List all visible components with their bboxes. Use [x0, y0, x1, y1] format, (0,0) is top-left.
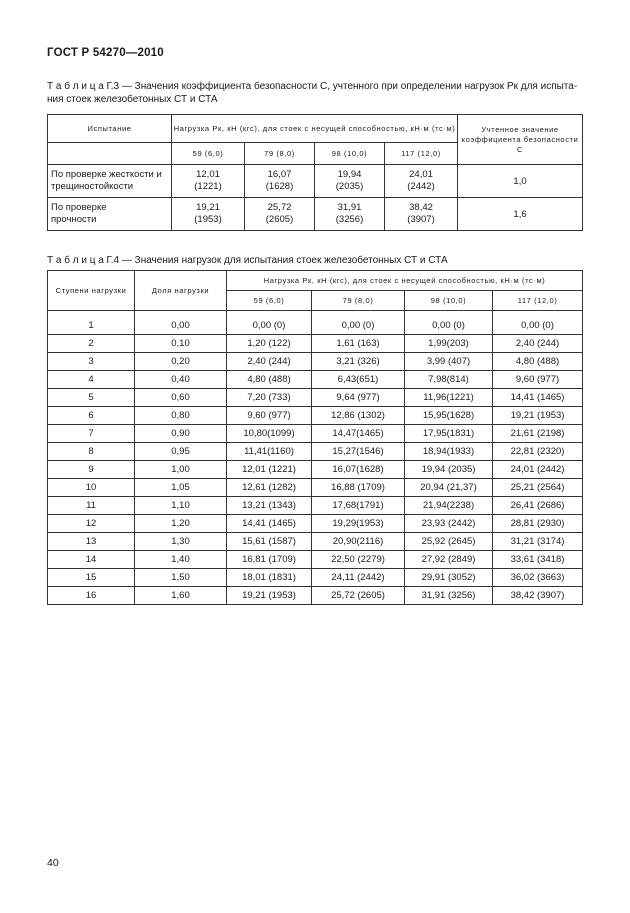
- table-row: [48, 515, 583, 533]
- load-cap-59: 12,61 (1282): [227, 479, 312, 497]
- load-kgs: (2035): [335, 181, 364, 192]
- table-row: [48, 389, 583, 407]
- load-value: [385, 165, 458, 198]
- load-kn: 31,91: [337, 202, 362, 213]
- load-cap-79: 0,00 (0): [312, 311, 405, 335]
- load-kgs: (3907): [407, 214, 435, 225]
- load-share: 1,05: [135, 479, 227, 497]
- table3-header-test: Испытание: [48, 115, 172, 143]
- table-g4: [47, 270, 583, 605]
- load-kn: 16,07: [267, 169, 292, 180]
- load-kgs: (1221): [194, 181, 222, 192]
- load-share: 1,40: [135, 551, 227, 569]
- table-row: [48, 587, 583, 605]
- load-share: 1,60: [135, 587, 227, 605]
- load-kgs: (2605): [265, 214, 294, 225]
- load-step: 4: [48, 371, 135, 389]
- load-cap-98: 11,96(1221): [405, 389, 493, 407]
- load-share: 0,10: [135, 335, 227, 353]
- load-cap-59: 4,80 (488): [227, 371, 312, 389]
- load-cap-117: 38,42 (3907): [493, 587, 583, 605]
- load-share: 1,30: [135, 533, 227, 551]
- table4-capacity-3: 98 (10,0): [405, 291, 493, 311]
- table4-header-load: Нагрузка Pк, кН (кгс), для стоек с несущей способностью, кН·м (тс·м): [227, 271, 583, 291]
- safety-coef: 1,0: [458, 165, 583, 198]
- load-kgs: (3256): [335, 214, 364, 225]
- load-cap-79: 17,68(1791): [312, 497, 405, 515]
- row-label: [48, 198, 172, 231]
- load-cap-98: 21,94(2238): [405, 497, 493, 515]
- load-kn: 25,72: [267, 202, 292, 213]
- load-cap-117: 31,21 (3174): [493, 533, 583, 551]
- table3-header-empty: [48, 143, 172, 165]
- load-step: 15: [48, 569, 135, 587]
- load-cap-98: 0,00 (0): [405, 311, 493, 335]
- table-row: [48, 497, 583, 515]
- load-kn: 24,01: [409, 169, 433, 180]
- table-row: [48, 198, 583, 231]
- load-cap-98: 23,93 (2442): [405, 515, 493, 533]
- load-step: 9: [48, 461, 135, 479]
- row-label: [48, 165, 172, 198]
- table-row: [48, 443, 583, 461]
- load-step: 10: [48, 479, 135, 497]
- load-share: 0,90: [135, 425, 227, 443]
- load-cap-117: 14,41 (1465): [493, 389, 583, 407]
- load-cap-79: 14,47(1465): [312, 425, 405, 443]
- row-label-line: прочности: [51, 214, 97, 225]
- table4-capacity-1: 59 (6,0): [227, 291, 312, 311]
- table-row: [48, 335, 583, 353]
- table3-capacity-3: 98 (10,0): [315, 143, 385, 165]
- load-cap-79: 16,88 (1709): [312, 479, 405, 497]
- load-cap-59: 9,60 (977): [227, 407, 312, 425]
- table3-capacity-1: 59 (6,0): [172, 143, 245, 165]
- table-row: [48, 551, 583, 569]
- load-step: 16: [48, 587, 135, 605]
- table3-caption: [47, 80, 587, 106]
- load-cap-79: 15,27(1546): [312, 443, 405, 461]
- table3-capacity-2: 79 (8,0): [245, 143, 315, 165]
- table-row: [48, 165, 583, 198]
- table-row: [48, 407, 583, 425]
- load-cap-59: 18,01 (1831): [227, 569, 312, 587]
- load-cap-98: 3,99 (407): [405, 353, 493, 371]
- table3-caption-label: Т а б л и ц а Г.3: [47, 81, 120, 92]
- load-cap-79: 6,43(651): [312, 371, 405, 389]
- table4-header-step: Ступени нагрузки: [48, 271, 135, 311]
- safety-coef: 1,6: [458, 198, 583, 231]
- load-value: [245, 198, 315, 231]
- table-row: [48, 425, 583, 443]
- load-cap-59: 1,20 (122): [227, 335, 312, 353]
- load-kn: 12,01: [196, 169, 220, 180]
- load-cap-98: 1,99(203): [405, 335, 493, 353]
- load-cap-117: 24,01 (2442): [493, 461, 583, 479]
- load-step: 6: [48, 407, 135, 425]
- load-share: 1,00: [135, 461, 227, 479]
- load-share: 0,20: [135, 353, 227, 371]
- load-share: 1,10: [135, 497, 227, 515]
- row-label-line: трещиностойкости: [51, 181, 134, 192]
- load-step: 14: [48, 551, 135, 569]
- load-value: [245, 165, 315, 198]
- table4-capacity-2: 79 (8,0): [312, 291, 405, 311]
- table4-header-share: Доля нагрузки: [135, 271, 227, 311]
- load-kn: 38,42: [409, 202, 433, 213]
- table4-caption-text: — Значения нагрузок для испытания стоек железобетонных СТ и СТА: [119, 255, 448, 266]
- load-cap-117: 21,61 (2198): [493, 425, 583, 443]
- load-cap-98: 25,92 (2645): [405, 533, 493, 551]
- load-cap-59: 11,41(1160): [227, 443, 312, 461]
- table-row: [48, 479, 583, 497]
- load-cap-79: 1,61 (163): [312, 335, 405, 353]
- load-value: [172, 165, 245, 198]
- load-share: 0,95: [135, 443, 227, 461]
- load-share: 0,60: [135, 389, 227, 407]
- load-step: 12: [48, 515, 135, 533]
- load-cap-79: 9,64 (977): [312, 389, 405, 407]
- load-cap-79: 3,21 (326): [312, 353, 405, 371]
- load-cap-98: 19,94 (2035): [405, 461, 493, 479]
- page-number: 40: [47, 857, 59, 869]
- load-cap-117: 9,60 (977): [493, 371, 583, 389]
- load-cap-59: 2,40 (244): [227, 353, 312, 371]
- load-cap-59: 7,20 (733): [227, 389, 312, 407]
- load-cap-117: 22,81 (2320): [493, 443, 583, 461]
- load-cap-117: 0,00 (0): [493, 311, 583, 335]
- load-kgs: (2442): [407, 181, 435, 192]
- load-cap-59: 19,21 (1953): [227, 587, 312, 605]
- load-cap-59: 12,01 (1221): [227, 461, 312, 479]
- row-label-line: По проверке: [51, 202, 107, 213]
- load-cap-98: 31,91 (3256): [405, 587, 493, 605]
- load-cap-79: 24,11 (2442): [312, 569, 405, 587]
- table3-caption-text: — Значения коэффициента безопасности С, учтенного при определении нагрузок Pк для испыта-ния стоек железобетонных СТ и СТА: [47, 81, 578, 105]
- load-step: 2: [48, 335, 135, 353]
- load-share: 0,00: [135, 311, 227, 335]
- load-cap-59: 16,81 (1709): [227, 551, 312, 569]
- table3-header-coef: Учтенное значение коэффициента безопасности С: [458, 115, 583, 165]
- table-row: [48, 371, 583, 389]
- table-row: [48, 311, 583, 335]
- load-value: [172, 198, 245, 231]
- load-cap-98: 15,95(1628): [405, 407, 493, 425]
- load-cap-117: 33,61 (3418): [493, 551, 583, 569]
- load-cap-117: 19,21 (1953): [493, 407, 583, 425]
- load-step: 1: [48, 311, 135, 335]
- load-cap-79: 25,72 (2605): [312, 587, 405, 605]
- table4-caption-label: Т а б л и ц а Г.4: [47, 255, 120, 266]
- load-cap-117: 2,40 (244): [493, 335, 583, 353]
- load-cap-117: 4,80 (488): [493, 353, 583, 371]
- load-cap-98: 17,95(1831): [405, 425, 493, 443]
- load-step: 8: [48, 443, 135, 461]
- load-step: 11: [48, 497, 135, 515]
- load-cap-59: 14,41 (1465): [227, 515, 312, 533]
- load-value: [315, 198, 385, 231]
- table3-header-load: Нагрузка Pк, кН (кгс), для стоек с несущей способностью, кН·м (тс·м): [172, 115, 458, 143]
- load-cap-59: 10,80(1099): [227, 425, 312, 443]
- load-share: 1,20: [135, 515, 227, 533]
- load-share: 1,50: [135, 569, 227, 587]
- load-cap-79: 19,29(1953): [312, 515, 405, 533]
- load-cap-59: 13,21 (1343): [227, 497, 312, 515]
- load-cap-98: 18,94(1933): [405, 443, 493, 461]
- load-kgs: (1953): [194, 214, 222, 225]
- table4-body: [48, 311, 583, 605]
- table4-caption: [47, 254, 587, 267]
- load-step: 3: [48, 353, 135, 371]
- table-g3: [47, 114, 583, 231]
- load-cap-117: 25,21 (2564): [493, 479, 583, 497]
- load-cap-117: 26,41 (2686): [493, 497, 583, 515]
- table4-capacity-4: 117 (12,0): [493, 291, 583, 311]
- table-row: [48, 533, 583, 551]
- load-cap-117: 36,02 (3663): [493, 569, 583, 587]
- load-cap-98: 20,94 (21,37): [405, 479, 493, 497]
- load-step: 5: [48, 389, 135, 407]
- table-row: [48, 461, 583, 479]
- load-value: [385, 198, 458, 231]
- document-code: ГОСТ Р 54270—2010: [47, 47, 164, 59]
- load-cap-79: 16,07(1628): [312, 461, 405, 479]
- load-cap-98: 7,98(814): [405, 371, 493, 389]
- load-step: 7: [48, 425, 135, 443]
- load-cap-79: 20,90(2116): [312, 533, 405, 551]
- load-step: 13: [48, 533, 135, 551]
- load-cap-117: 28,81 (2930): [493, 515, 583, 533]
- load-cap-98: 29,91 (3052): [405, 569, 493, 587]
- table3-capacity-4: 117 (12,0): [385, 143, 458, 165]
- load-cap-98: 27,92 (2849): [405, 551, 493, 569]
- table-row: [48, 569, 583, 587]
- load-cap-59: 15,61 (1587): [227, 533, 312, 551]
- table-row: [48, 353, 583, 371]
- load-cap-79: 22,50 (2279): [312, 551, 405, 569]
- load-kn: 19,21: [196, 202, 220, 213]
- load-cap-79: 12,86 (1302): [312, 407, 405, 425]
- load-kgs: (1628): [265, 181, 294, 192]
- row-label-line: По проверке жесткости и: [51, 169, 162, 180]
- load-share: 0,80: [135, 407, 227, 425]
- load-kn: 19,94: [337, 169, 362, 180]
- load-value: [315, 165, 385, 198]
- load-cap-59: 0,00 (0): [227, 311, 312, 335]
- load-share: 0,40: [135, 371, 227, 389]
